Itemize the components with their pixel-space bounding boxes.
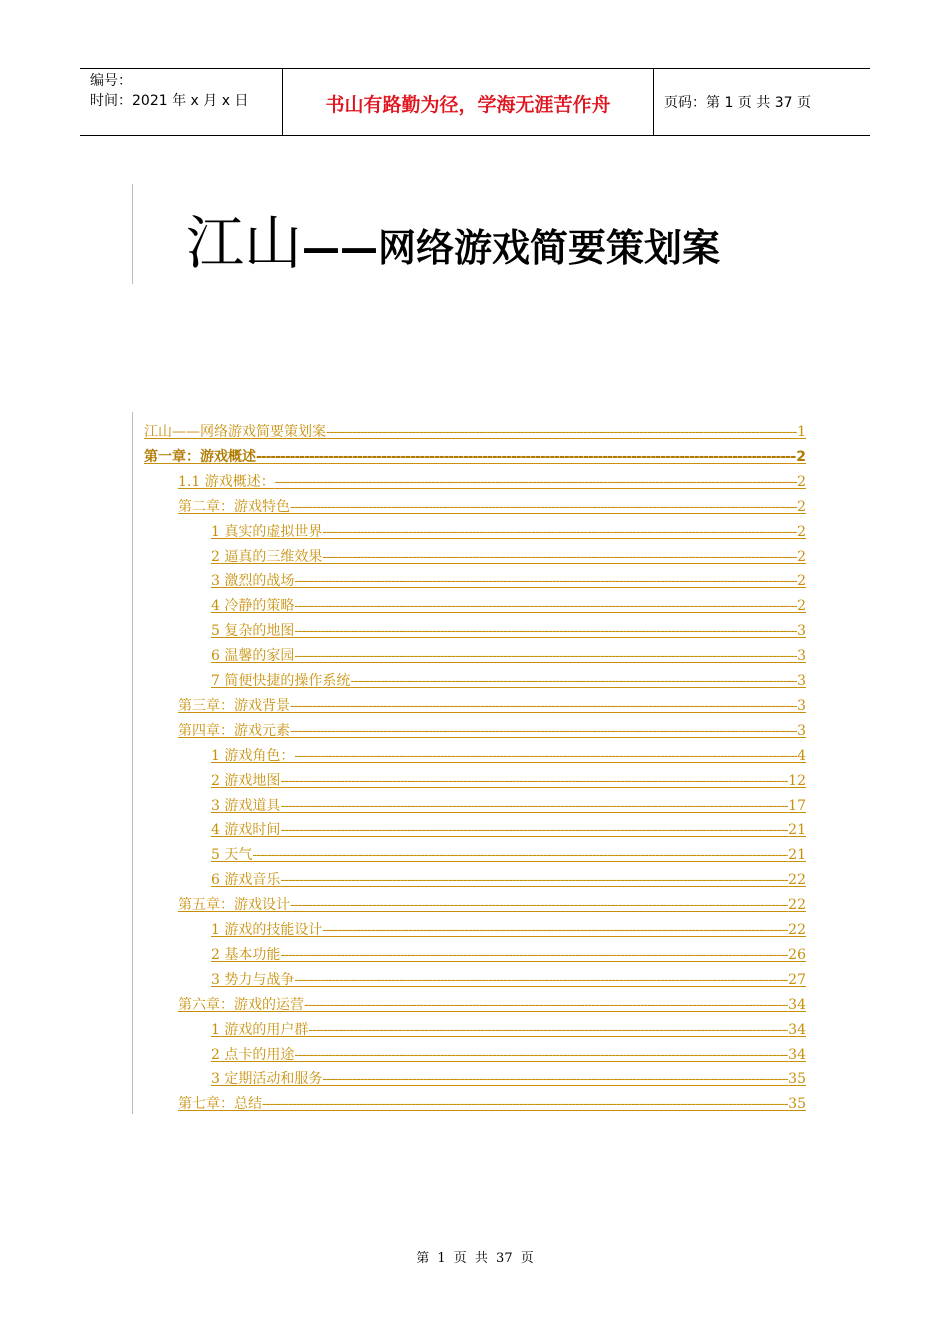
toc-entry[interactable]	[211, 522, 806, 542]
toc-entry[interactable]	[178, 721, 806, 741]
toc-entry[interactable]	[178, 696, 806, 716]
toc-entry-page: 3	[797, 698, 806, 714]
toc-entry-label: 2 游戏地图	[211, 773, 281, 789]
toc-leader	[290, 696, 797, 716]
toc-entry[interactable]	[144, 422, 806, 442]
toc-entry-page: 21	[788, 847, 806, 863]
margin-line-toc	[132, 412, 133, 1114]
toc-entry[interactable]	[211, 1020, 806, 1040]
toc-entry-label: 江山——网络游戏简要策划案	[144, 424, 326, 440]
toc-entry-page: 2	[797, 549, 806, 565]
toc-entry-page: 22	[788, 897, 806, 913]
toc-entry-page: 34	[788, 1047, 806, 1063]
toc-entry[interactable]	[211, 746, 806, 766]
toc-entry-page: 3	[797, 648, 806, 664]
toc-entry-label: 4 游戏时间	[211, 822, 281, 838]
toc-entry-label: 3 定期活动和服务	[211, 1071, 323, 1087]
toc-leader	[322, 547, 797, 567]
title-sub: ——网络游戏简要策划案	[302, 226, 721, 270]
toc-leader	[350, 671, 797, 691]
toc-entry-label: 第五章：游戏设计	[178, 897, 290, 913]
doc-time-label: 时间：2021 年 x 月 x 日	[90, 93, 249, 109]
toc-entry-page: 2	[796, 449, 806, 465]
toc-entry[interactable]	[211, 920, 806, 940]
toc-entry-label: 第三章：游戏背景	[178, 698, 290, 714]
toc-entry[interactable]	[211, 646, 806, 666]
header-meta	[80, 69, 282, 135]
toc-entry[interactable]	[178, 1094, 806, 1114]
toc-entry[interactable]	[211, 571, 806, 591]
toc-entry[interactable]	[211, 845, 806, 865]
toc-entry-label: 1 游戏的用户群	[211, 1022, 309, 1038]
toc-entry-label: 5 天气	[211, 847, 253, 863]
toc-entry-page: 3	[797, 673, 806, 689]
toc-leader	[280, 796, 788, 816]
toc-entry-label: 1 游戏角色：	[211, 748, 295, 764]
toc-entry-page: 21	[788, 822, 806, 838]
toc-entry-label: 2 逼真的三维效果	[211, 549, 323, 565]
toc-entry[interactable]	[211, 1045, 806, 1065]
toc-entry[interactable]	[178, 995, 806, 1015]
toc-entry-page: 22	[788, 872, 806, 888]
toc-entry[interactable]	[211, 820, 806, 840]
toc-entry[interactable]	[211, 1069, 806, 1089]
toc-entry[interactable]	[178, 497, 806, 517]
doc-number-label: 编号：	[90, 73, 132, 89]
document-title	[186, 209, 806, 277]
toc-entry-page: 34	[788, 1022, 806, 1038]
toc-entry[interactable]	[211, 870, 806, 890]
toc-leader	[280, 771, 788, 791]
toc-entry-page: 34	[788, 997, 806, 1013]
toc-entry[interactable]	[211, 671, 806, 691]
toc-entry[interactable]	[178, 472, 806, 492]
toc-leader	[294, 970, 788, 990]
toc-entry-page: 3	[797, 723, 806, 739]
toc-entry-page: 17	[788, 798, 806, 814]
toc-entry-page: 2	[797, 573, 806, 589]
toc-leader	[280, 870, 788, 890]
toc-leader	[322, 1069, 788, 1089]
toc-entry[interactable]	[211, 596, 806, 616]
toc-entry-label: 1.1 游戏概述：	[178, 474, 275, 490]
title-main: 江山	[186, 209, 303, 277]
toc-entry-page: 27	[788, 972, 806, 988]
toc-entry-label: 第一章：游戏概述	[144, 449, 256, 465]
toc-entry-label: 5 复杂的地图	[211, 623, 295, 639]
toc-leader	[280, 945, 788, 965]
toc-leader	[262, 1094, 788, 1114]
toc-entry-label: 7 简便快捷的操作系统	[211, 673, 351, 689]
toc-entry-label: 第六章：游戏的运营	[178, 997, 304, 1013]
toc-entry-label: 第七章：总结	[178, 1096, 262, 1112]
header-page-info: 页码：第 1 页 共 37 页	[664, 95, 811, 111]
header-motto: 书山有路勤为径，学海无涯苦作舟	[282, 69, 654, 135]
toc-leader	[280, 820, 788, 840]
page-footer: 第 1 页 共 37 页	[416, 1251, 534, 1266]
toc-leader	[275, 472, 797, 492]
toc-entry[interactable]	[211, 547, 806, 567]
toc-entry[interactable]	[211, 621, 806, 641]
toc-leader	[322, 920, 788, 940]
toc-leader	[294, 646, 797, 666]
toc-entry-page: 26	[788, 947, 806, 963]
toc-entry-page: 2	[797, 474, 806, 490]
toc-entry-label: 1 真实的虚拟世界	[211, 524, 323, 540]
toc-entry-page: 2	[797, 598, 806, 614]
toc-entry-page: 2	[797, 524, 806, 540]
toc-entry-page: 35	[788, 1071, 806, 1087]
toc-entry-label: 第四章：游戏元素	[178, 723, 290, 739]
toc-leader	[304, 995, 788, 1015]
toc-leader	[294, 621, 797, 641]
toc-entry-label: 3 激烈的战场	[211, 573, 295, 589]
toc-leader	[294, 746, 797, 766]
toc-entry-page: 22	[788, 922, 806, 938]
toc-entry-page: 1	[797, 424, 806, 440]
toc-leader	[290, 497, 797, 517]
toc-leader	[322, 522, 797, 542]
margin-line-top	[132, 184, 133, 284]
toc-entry-label: 4 冷静的策略	[211, 598, 295, 614]
toc-leader	[308, 1020, 788, 1040]
toc-entry-page: 35	[788, 1096, 806, 1112]
toc-leader	[294, 1045, 788, 1065]
page-header	[80, 68, 870, 136]
toc-entry[interactable]	[211, 771, 806, 791]
toc-leader	[294, 571, 797, 591]
toc-entry[interactable]	[211, 796, 806, 816]
toc-entry[interactable]	[178, 895, 806, 915]
toc-entry[interactable]	[144, 447, 806, 467]
toc-entry-page: 3	[797, 623, 806, 639]
toc-entry-label: 2 点卡的用途	[211, 1047, 295, 1063]
toc-entry-page: 2	[797, 499, 806, 515]
toc-entry[interactable]	[211, 970, 806, 990]
toc-entry[interactable]	[211, 945, 806, 965]
toc-leader	[326, 422, 797, 442]
toc-entry-label: 6 温馨的家园	[211, 648, 295, 664]
toc-entry-label: 6 游戏音乐	[211, 872, 281, 888]
toc-entry-label: 3 势力与战争	[211, 972, 295, 988]
toc-leader	[256, 447, 796, 467]
toc-leader	[252, 845, 788, 865]
toc-entry-page: 4	[797, 748, 806, 764]
toc-entry-page: 12	[788, 773, 806, 789]
toc-leader	[294, 596, 797, 616]
toc-leader	[290, 895, 788, 915]
toc-entry-label: 第二章：游戏特色	[178, 499, 290, 515]
toc-entry-label: 2 基本功能	[211, 947, 281, 963]
toc-leader	[290, 721, 797, 741]
toc-entry-label: 3 游戏道具	[211, 798, 281, 814]
toc-entry-label: 1 游戏的技能设计	[211, 922, 323, 938]
